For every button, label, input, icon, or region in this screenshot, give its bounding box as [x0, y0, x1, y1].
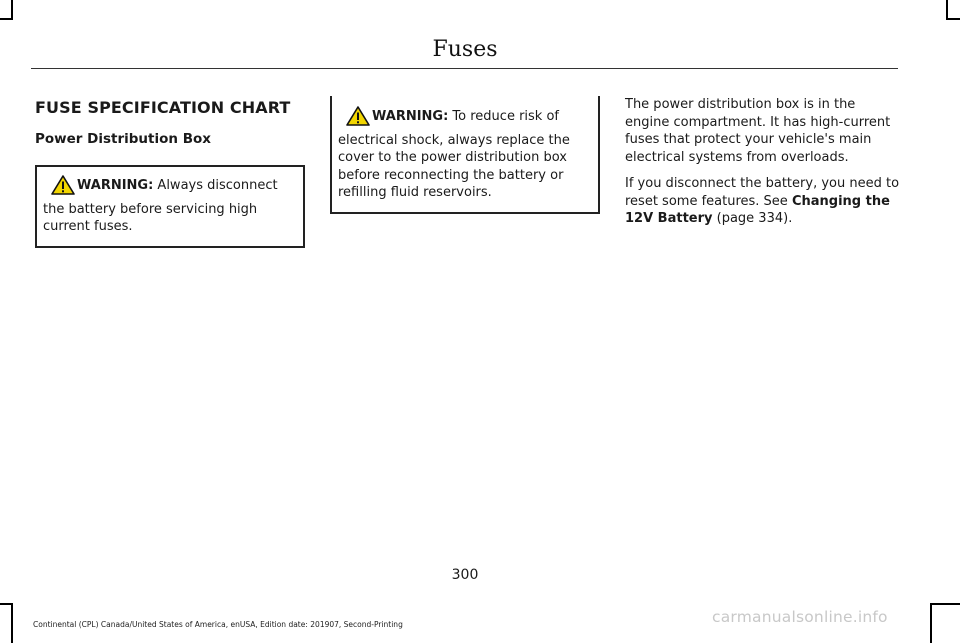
crop-mark-top-left-h	[0, 18, 13, 20]
warning-label: WARNING:	[77, 178, 154, 193]
column-1	[35, 96, 305, 248]
page-title: Fuses	[432, 37, 498, 62]
edition-footer: Continental (CPL) Canada/United States of America, enUSA, Edition date: 201907, Second-Printing	[33, 620, 403, 629]
watermark: carmanualsonline.info	[712, 608, 888, 626]
page-number: 300	[451, 567, 479, 583]
crop-mark-bottom-right-v	[930, 603, 932, 643]
warning-label: WARNING:	[372, 109, 449, 124]
column-2	[330, 96, 600, 214]
crop-mark-bottom-right-h	[930, 603, 960, 605]
header-divider	[31, 68, 898, 69]
cross-reference-link[interactable]: Changing the 12V Battery	[625, 193, 890, 226]
paragraph-reset	[625, 175, 900, 228]
paragraph-reset-prefix: If you disconnect the battery, you need to reset some features. See	[625, 176, 900, 209]
crop-mark-bottom-left-v	[11, 603, 13, 643]
crop-mark-top-right-v	[946, 0, 948, 20]
paragraph-reset-suffix: (page 334).	[712, 211, 793, 226]
crop-mark-top-right-h	[946, 18, 960, 20]
column-3	[625, 96, 900, 237]
warning-triangle-icon	[346, 106, 370, 132]
paragraph-location: The power distribution box is in the engine compartment. It has high-current fuses that protect your vehicle's main electrical systems from overloads.	[625, 97, 891, 165]
crop-mark-top-left-v	[11, 0, 13, 20]
warning-box-cover	[330, 96, 600, 214]
section-heading: FUSE SPECIFICATION CHART	[35, 98, 291, 117]
warning-text: To reduce risk of electrical shock, always replace the cover to the power distribution box before reconnecting the battery or refilling fluid reservoirs.	[338, 109, 570, 200]
warning-box-disconnect	[35, 165, 305, 248]
crop-mark-bottom-left-h	[0, 603, 13, 605]
warning-text: Always disconnect the battery before servicing high current fuses.	[43, 178, 278, 234]
warning-triangle-icon	[51, 175, 75, 201]
sub-heading: Power Distribution Box	[35, 131, 211, 147]
